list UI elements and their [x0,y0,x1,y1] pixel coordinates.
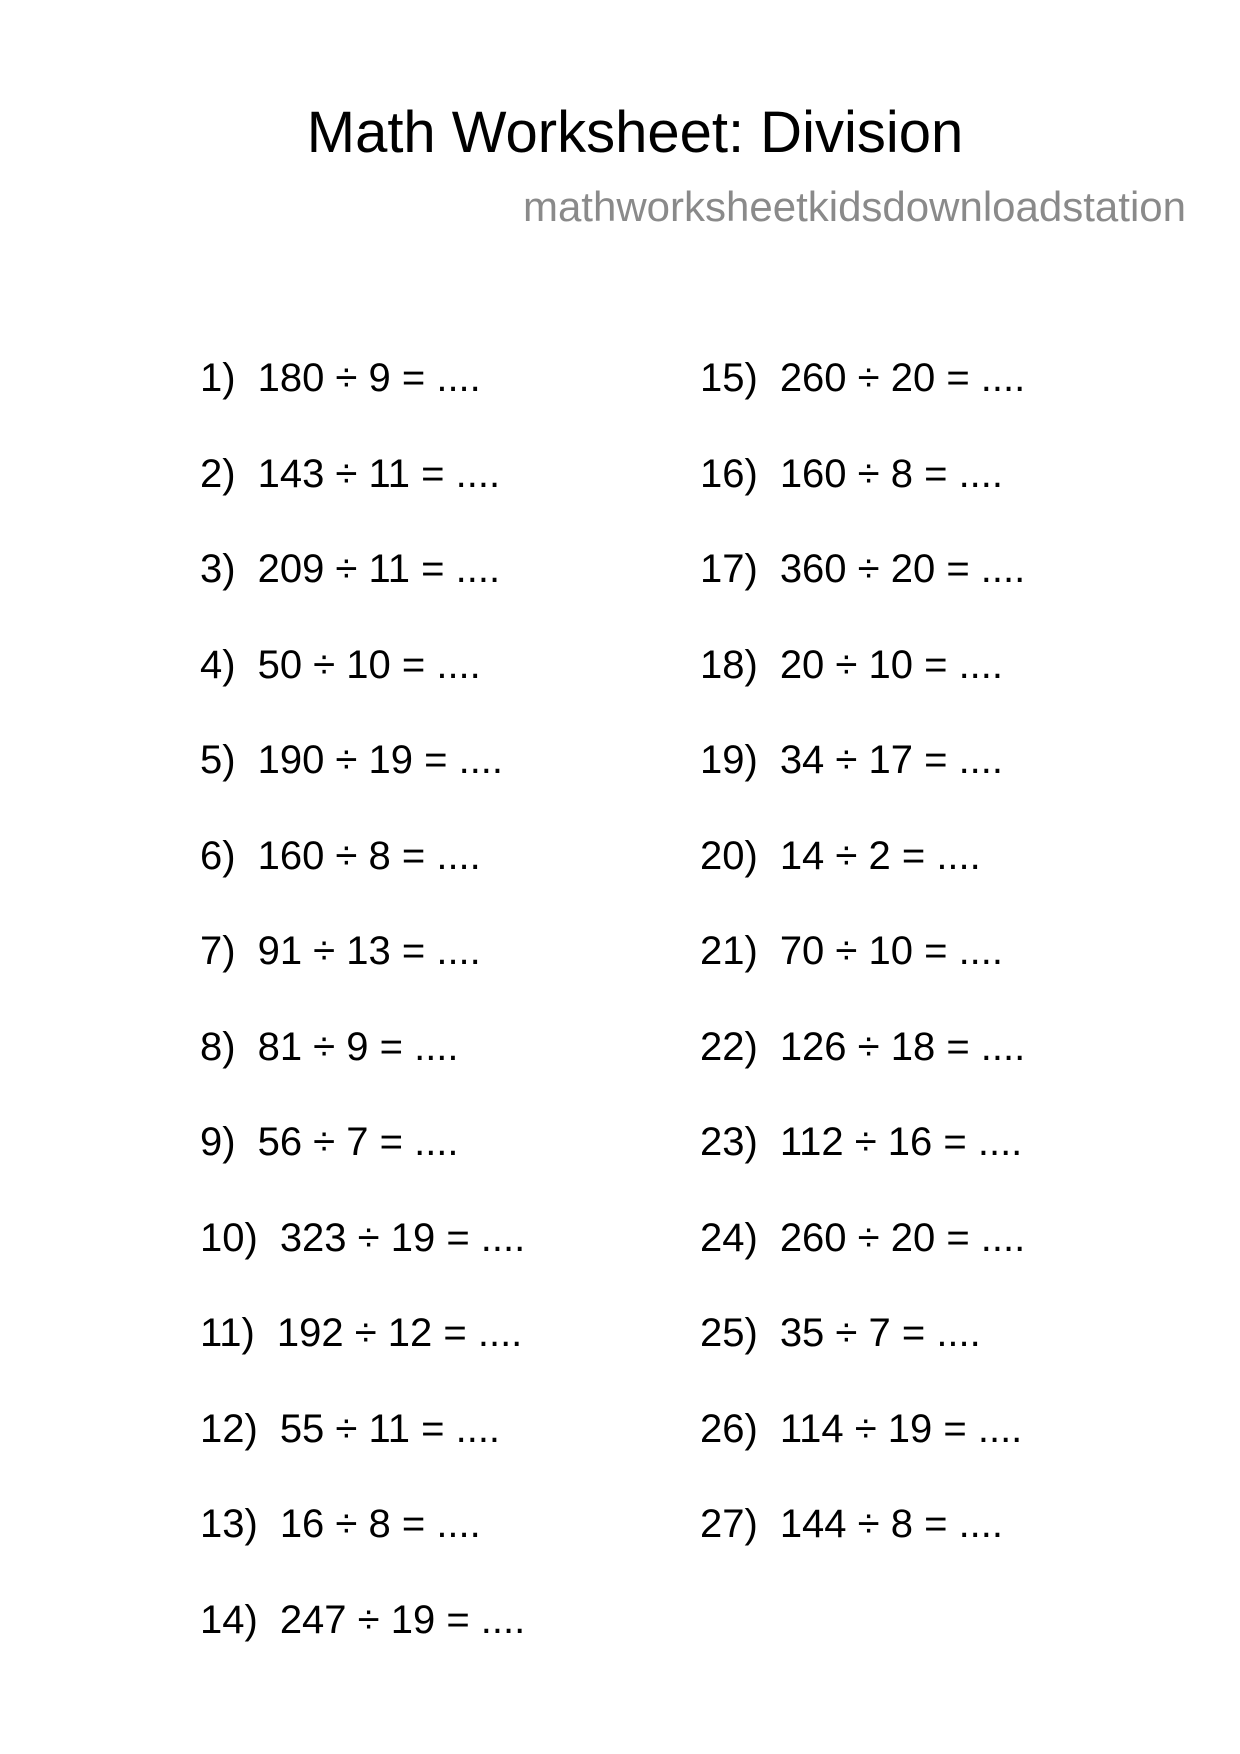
problem-item [200,1496,525,1592]
problem-expression: 209 ÷ 11 = .... [257,547,501,591]
problem-item [700,1496,1025,1592]
problem-list-right [700,350,1025,1592]
problem-item [200,732,525,828]
problem-item [700,1114,1025,1210]
problem-item [200,1401,525,1497]
problem-number: 27) [700,1502,758,1546]
problem-number: 17) [700,547,758,591]
page-title: Math Worksheet: Division [306,100,964,165]
problem-number: 12) [200,1406,258,1451]
problem-item [700,541,1025,637]
problem-expression: 360 ÷ 20 = .... [779,547,1026,591]
problem-item [700,350,1025,446]
problem-expression: 56 ÷ 7 = .... [257,1120,459,1164]
problem-item [200,1019,525,1115]
problem-expression: 114 ÷ 19 = .... [779,1406,1023,1451]
problem-item [700,732,1025,828]
problem-item [700,1210,1025,1306]
problem-expression: 91 ÷ 13 = .... [257,929,481,973]
problem-number: 19) [700,738,758,782]
problem-item [700,1305,1025,1401]
problem-item [700,1019,1025,1115]
problem-item [200,1210,525,1306]
problem-number: 5) [200,738,236,782]
problem-number: 1) [200,356,236,400]
problem-item [700,637,1025,733]
problem-item [700,923,1025,1019]
problem-expression: 50 ÷ 10 = .... [257,642,481,687]
problem-expression: 260 ÷ 20 = .... [779,1215,1026,1260]
problem-expression: 35 ÷ 7 = .... [779,1311,981,1355]
problem-expression: 160 ÷ 8 = .... [779,451,1004,496]
problem-item [200,446,525,542]
problem-list-left [200,350,525,1687]
problem-expression: 144 ÷ 8 = .... [779,1502,1004,1546]
problem-number: 26) [700,1406,758,1451]
site-name: mathworksheetkidsdownloadstation [522,183,1186,230]
problem-item [200,1305,525,1401]
problem-number: 3) [200,547,236,591]
problem-expression: 70 ÷ 10 = .... [779,929,1004,973]
problem-number: 2) [200,451,236,496]
problem-number: 10) [200,1215,258,1260]
problem-item [200,1114,525,1210]
problem-expression: 126 ÷ 18 = .... [779,1024,1026,1069]
problem-item [700,446,1025,542]
problem-item [200,637,525,733]
problem-expression: 20 ÷ 10 = .... [779,642,1004,687]
problem-expression: 190 ÷ 19 = .... [257,738,504,782]
problem-number: 6) [200,833,236,878]
problem-number: 18) [700,642,758,687]
problem-number: 21) [700,929,758,973]
problem-expression: 180 ÷ 9 = .... [257,356,481,400]
problem-number: 4) [200,642,236,687]
problem-number: 15) [700,356,758,400]
problem-number: 11) [200,1311,255,1355]
problem-expression: 247 ÷ 19 = .... [279,1597,526,1642]
problem-number: 20) [700,833,758,878]
problem-expression: 34 ÷ 17 = .... [779,738,1004,782]
problem-number: 24) [700,1215,758,1260]
problem-number: 7) [200,929,236,973]
problem-expression: 112 ÷ 16 = .... [779,1120,1023,1164]
problem-item [700,1401,1025,1497]
problem-number: 16) [700,451,758,496]
problem-expression: 143 ÷ 11 = .... [257,451,501,496]
problem-number: 14) [200,1597,258,1642]
problem-number: 22) [700,1024,758,1069]
problem-number: 13) [200,1502,258,1546]
problem-item [200,828,525,924]
problem-number: 23) [700,1120,758,1164]
problem-expression: 16 ÷ 8 = .... [279,1502,481,1546]
problem-item [200,350,525,446]
problem-number: 8) [200,1024,236,1069]
problem-number: 9) [200,1120,236,1164]
problem-expression: 55 ÷ 11 = .... [279,1406,501,1451]
problem-item [200,1592,525,1688]
problem-item [700,828,1025,924]
problem-expression: 323 ÷ 19 = .... [279,1215,526,1260]
problem-number: 25) [700,1311,758,1355]
problem-expression: 14 ÷ 2 = .... [779,833,981,878]
problem-expression: 260 ÷ 20 = .... [779,356,1026,400]
problem-item [200,541,525,637]
problem-item [200,923,525,1019]
problem-expression: 160 ÷ 8 = .... [257,833,481,878]
problem-expression: 81 ÷ 9 = .... [257,1024,459,1069]
problem-expression: 192 ÷ 12 = .... [276,1311,523,1355]
